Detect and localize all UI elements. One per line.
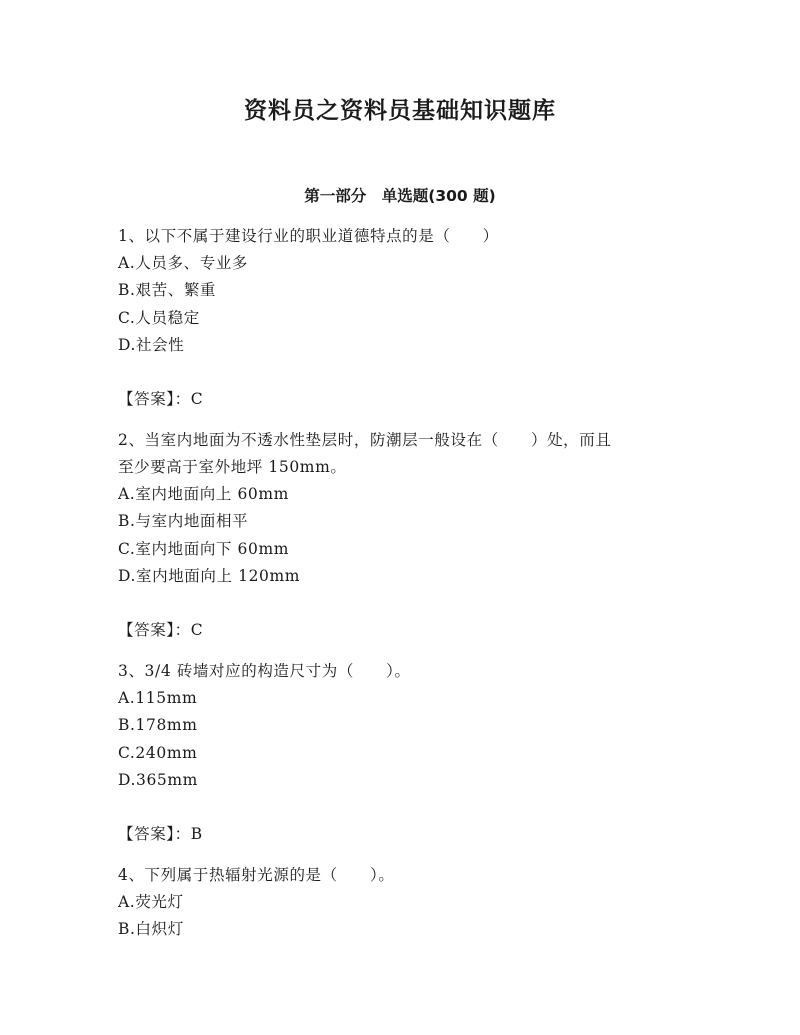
question-2-option-a: A.室内地面向上 60mm — [118, 485, 289, 503]
question-3-stem: 3、3/4 砖墙对应的构造尺寸为（ ）。 — [118, 662, 411, 680]
question-4-option-b: B.白炽灯 — [118, 920, 184, 938]
question-3-option-a: A.115mm — [118, 689, 198, 707]
question-3-option-c: C.240mm — [118, 744, 198, 762]
question-2-stem-line-2: 至少要高于室外地坪 150mm。 — [118, 458, 347, 476]
section-title: 第一部分 单选题(300 题) — [304, 187, 496, 205]
question-1-option-d: D.社会性 — [118, 336, 185, 354]
question-3-option-d: D.365mm — [118, 771, 198, 789]
question-2-option-c: C.室内地面向下 60mm — [118, 540, 290, 558]
question-1-option-a: A.人员多、专业多 — [118, 254, 249, 272]
question-1-stem: 1、以下不属于建设行业的职业道德特点的是（ ） — [118, 227, 499, 245]
document-title: 资料员之资料员基础知识题库 — [244, 98, 556, 124]
question-4-option-a: A.荧光灯 — [118, 893, 184, 911]
question-1-option-c: C.人员稳定 — [118, 309, 200, 327]
question-2-option-b: B.与室内地面相平 — [118, 512, 249, 530]
question-1-answer: 【答案】：C — [118, 390, 204, 408]
question-2-answer: 【答案】：C — [118, 621, 204, 639]
question-3-answer: 【答案】：B — [118, 825, 203, 843]
question-1-option-b: B.艰苦、繁重 — [118, 281, 217, 299]
question-4-stem: 4、下列属于热辐射光源的是（ ）。 — [118, 866, 395, 884]
question-3-option-b: B.178mm — [118, 716, 198, 734]
question-2-stem-line-1: 2、当室内地面为不透水性垫层时，防潮层一般设在（ ）处，而且 — [118, 431, 612, 449]
question-2-option-d: D.室内地面向上 120mm — [118, 567, 301, 585]
